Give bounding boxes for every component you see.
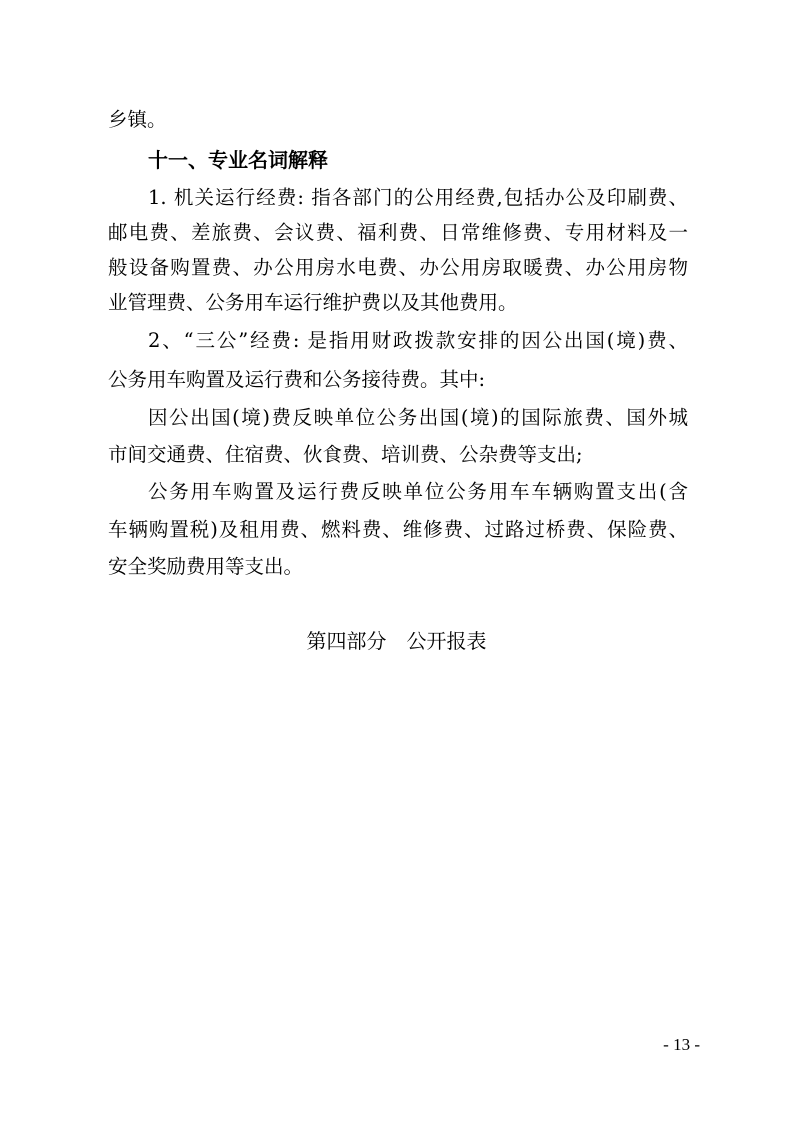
paragraph-line: 市间交通费、住宿费、伙食费、培训费、公杂费等支出; [108,443,583,466]
paragraph-line: 邮电费、差旅费、会议费、福利费、日常维修费、专用材料及一 [108,221,688,244]
page-number: - 13 - [663,1035,700,1054]
paragraph-line: 2、“三公”经费: 是指用财政拨款安排的因公出国(境)费、 [148,329,688,352]
section-heading: 十一、专业名词解释 [148,148,328,172]
paragraph-line: 因公出国(境)费反映单位公务出国(境)的国际旅费、国外城 [148,406,688,429]
paragraph-line: 安全奖励费用等支出。 [108,555,304,578]
part-title: 第四部分 公开报表 [306,629,487,653]
paragraph-line: 业管理费、公务用车运行维护费以及其他费用。 [108,291,518,314]
paragraph-line: 乡镇。 [108,108,167,131]
paragraph-line: 般设备购置费、办公用房水电费、办公用房取暖费、办公用房物 [108,256,688,279]
paragraph-line: 车辆购置税)及租用费、燃料费、维修费、过路过桥费、保险费、 [108,518,688,541]
paragraph-line: 公务用车购置及运行费反映单位公务用车车辆购置支出(含 [148,480,688,503]
paragraph-line: 公务用车购置及运行费和公务接待费。其中: [108,368,486,391]
paragraph-line: 1. 机关运行经费: 指各部门的公用经费,包括办公及印刷费、 [148,186,688,209]
